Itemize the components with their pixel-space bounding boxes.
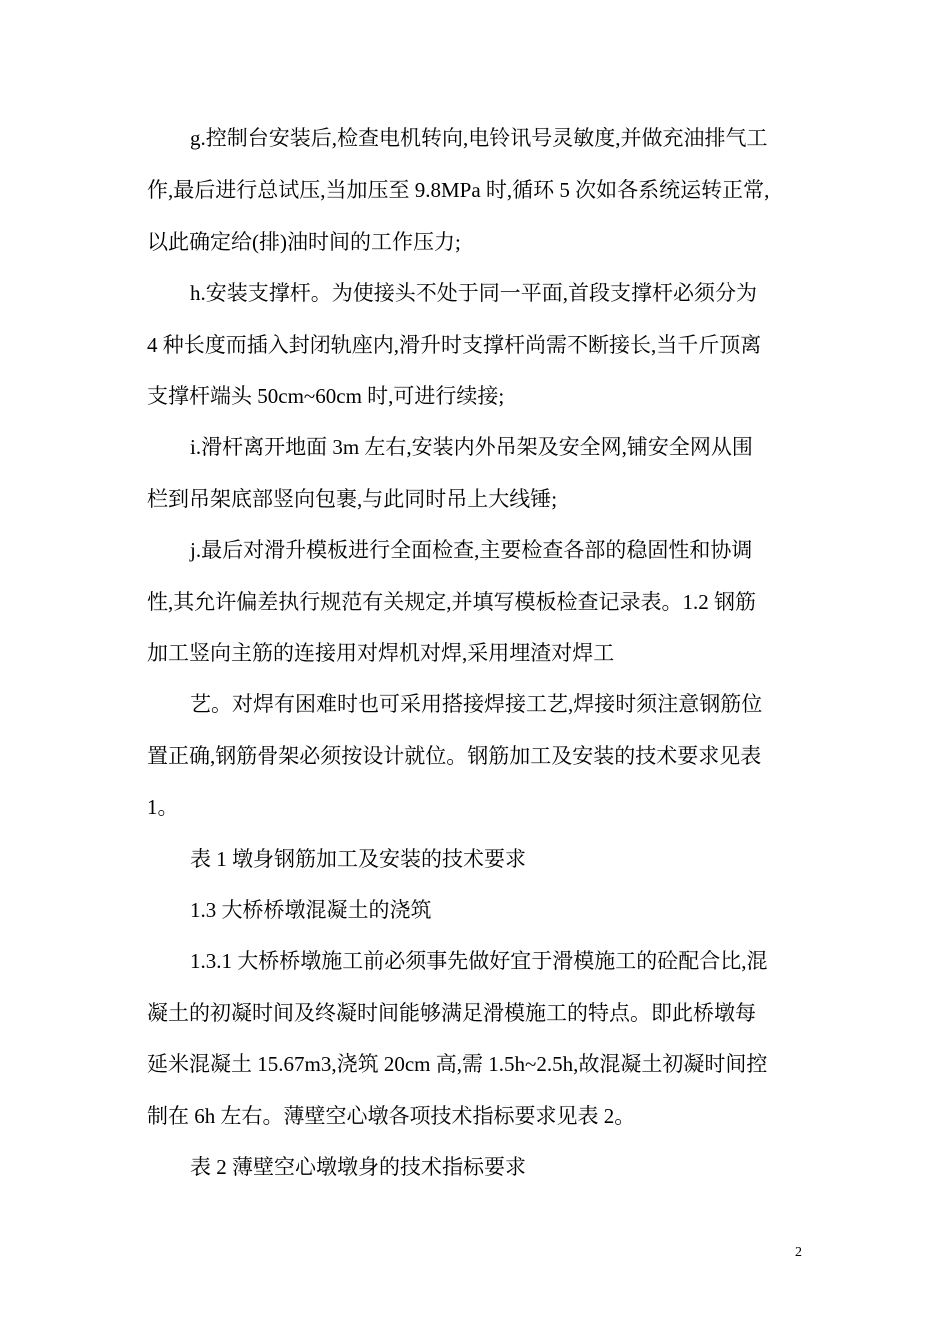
text-line: 1.3.1 大桥桥墩施工前必须事先做好宜于滑模施工的砼配合比,混: [190, 949, 768, 973]
text-line: 制在 6h 左右。薄壁空心墩各项技术指标要求见表 2。: [147, 1104, 636, 1128]
text-line: 1。: [147, 795, 179, 819]
text-line: 艺。对焊有困难时也可采用搭接焊接工艺,焊接时须注意钢筋位: [190, 692, 763, 716]
table-caption: 表 2 薄壁空心墩墩身的技术指标要求: [190, 1155, 526, 1179]
page-number: 2: [795, 1245, 802, 1260]
text-line: 置正确,钢筋骨架必须按设计就位。钢筋加工及安装的技术要求见表: [147, 744, 762, 768]
text-line: 支撑杆端头 50cm~60cm 时,可进行续接;: [147, 384, 505, 408]
text-line: 性,其允许偏差执行规范有关规定,并填写模板检查记录表。1.2 钢筋: [147, 590, 756, 614]
text-line: h.安装支撑杆。为使接头不处于同一平面,首段支撑杆必须分为: [190, 281, 757, 305]
text-line: 以此确定给(排)油时间的工作压力;: [147, 230, 461, 254]
table-caption: 表 1 墩身钢筋加工及安装的技术要求: [190, 847, 526, 871]
text-line: 4 种长度而插入封闭轨座内,滑升时支撑杆尚需不断接长,当千斤顶离: [147, 333, 762, 357]
text-line: g.控制台安装后,检查电机转向,电铃讯号灵敏度,并做充油排气工: [190, 126, 768, 150]
section-heading: 1.3 大桥桥墩混凝土的浇筑: [190, 898, 432, 922]
text-line: 栏到吊架底部竖向包裹,与此同时吊上大线锤;: [147, 487, 558, 511]
text-line: j.最后对滑升模板进行全面检查,主要检查各部的稳固性和协调: [190, 538, 753, 562]
text-line: 延米混凝土 15.67m3,浇筑 20cm 高,需 1.5h~2.5h,故混凝土初凝时间控: [147, 1052, 768, 1076]
text-line: 作,最后进行总试压,当加压至 9.8MPa 时,循环 5 次如各系统运转正常,: [147, 178, 770, 202]
text-line: 凝土的初凝时间及终凝时间能够满足滑模施工的特点。即此桥墩每: [147, 1001, 756, 1025]
text-line: i.滑杆离开地面 3m 左右,安装内外吊架及安全网,铺安全网从围: [190, 435, 753, 459]
text-line: 加工竖向主筋的连接用对焊机对焊,采用埋渣对焊工: [147, 641, 615, 665]
